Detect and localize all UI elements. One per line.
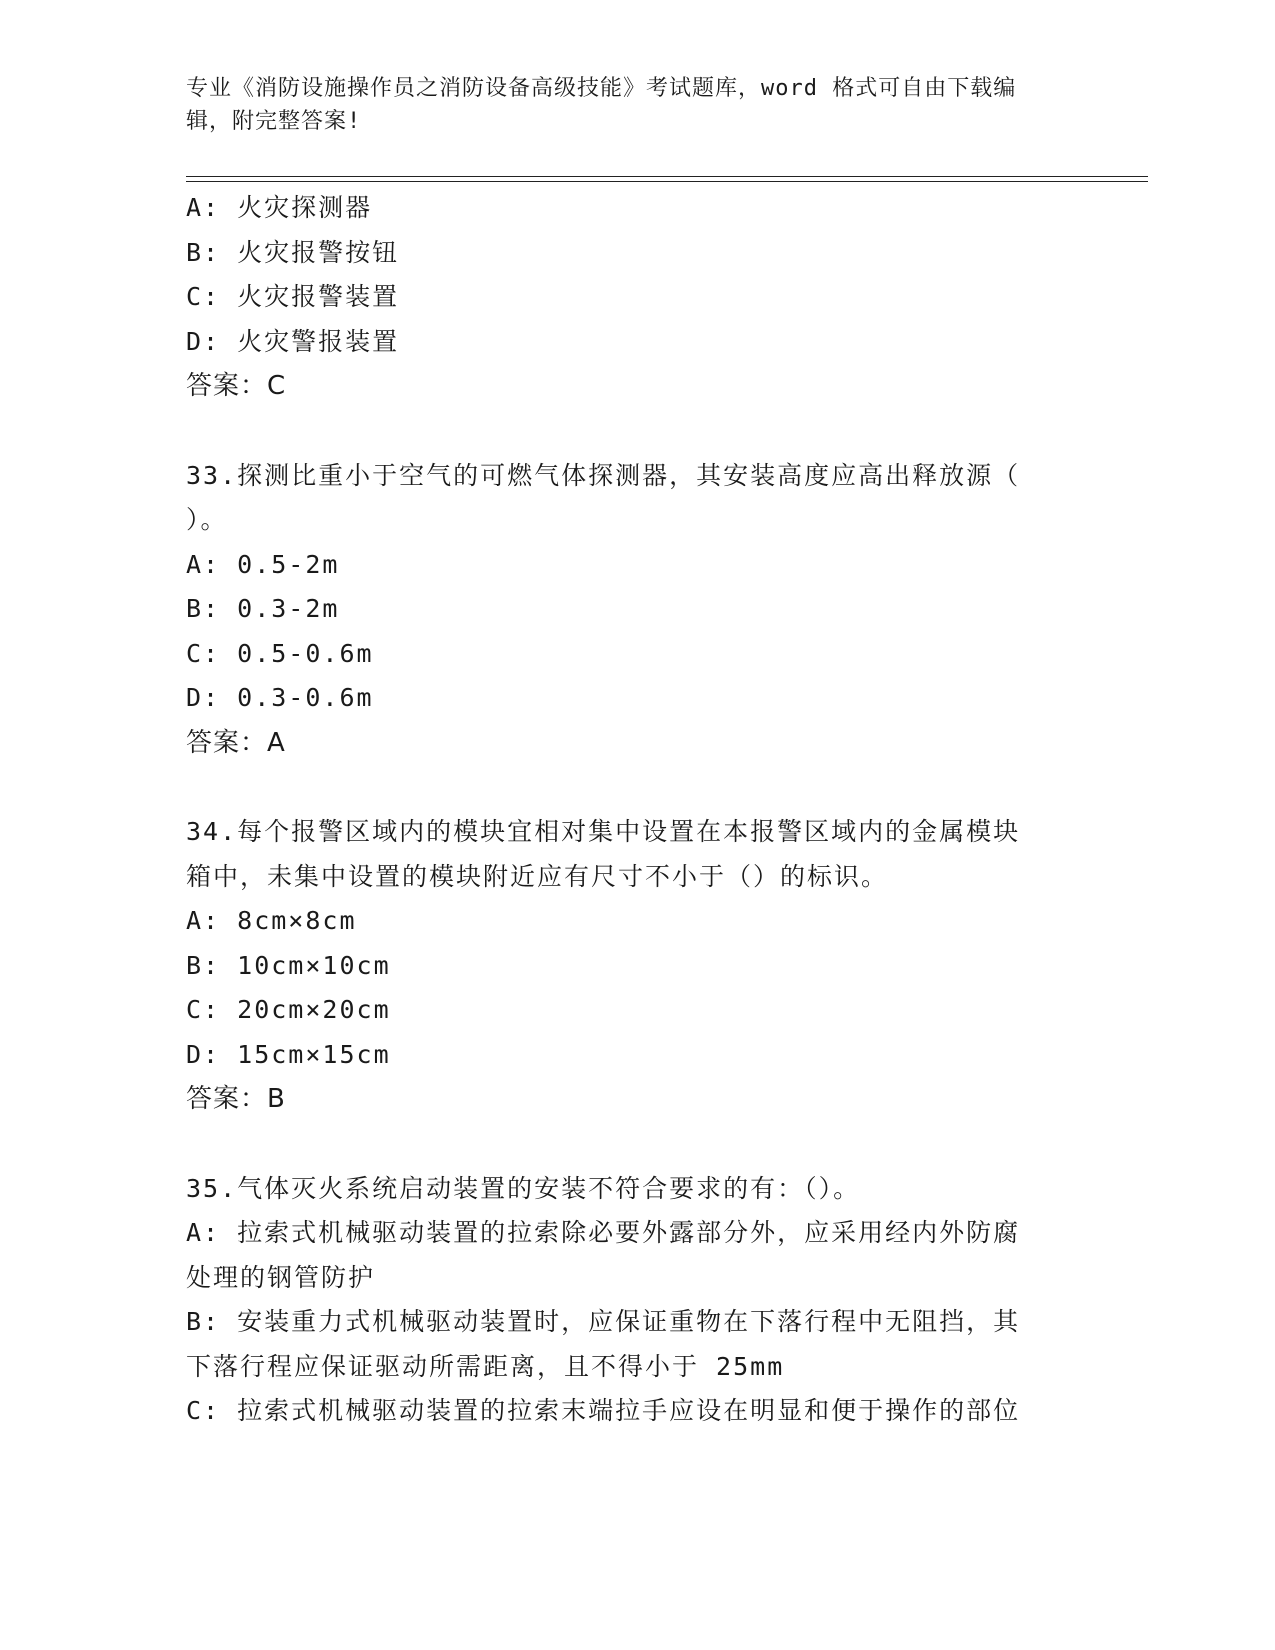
option-b: B: 0.3-2m — [186, 594, 340, 623]
question-stem-line-2: ）。 — [186, 505, 228, 534]
header-line-2: 辑，附完整答案! — [186, 109, 362, 134]
option-b-line-2: 下落行程应保证驱动所需距离，且不得小于 25mm — [186, 1352, 785, 1381]
answer: 答案：C — [186, 371, 287, 401]
option-c: C: 火灾报警装置 — [186, 282, 400, 311]
header-divider-top — [186, 176, 1148, 177]
answer: 答案：A — [186, 728, 286, 758]
option-c-line-1: C: 拉索式机械驱动装置的拉索末端拉手应设在明显和便于操作的部位 — [186, 1396, 1021, 1425]
option-b: B: 火灾报警按钮 — [186, 238, 400, 267]
question-stem-line-1: 33.探测比重小于空气的可燃气体探测器，其安装高度应高出释放源（ — [186, 461, 1021, 490]
option-a-line-2: 处理的钢管防护 — [186, 1263, 376, 1292]
option-b: B: 10cm×10cm — [186, 951, 391, 980]
option-a-line-1: A: 拉索式机械驱动装置的拉索除必要外露部分外，应采用经内外防腐 — [186, 1218, 1021, 1247]
question-stem-line-1: 35.气体灭火系统启动装置的安装不符合要求的有：（）。 — [186, 1174, 861, 1203]
option-c: C: 0.5-0.6m — [186, 639, 374, 668]
option-d: D: 15cm×15cm — [186, 1040, 391, 1069]
option-c: C: 20cm×20cm — [186, 995, 391, 1024]
option-a: A: 0.5-2m — [186, 550, 340, 579]
option-d: D: 0.3-0.6m — [186, 683, 374, 712]
option-d: D: 火灾警报装置 — [186, 327, 400, 356]
question-stem-line-1: 34.每个报警区域内的模块宜相对集中设置在本报警区域内的金属模块 — [186, 817, 1021, 846]
option-b-line-1: B: 安装重力式机械驱动装置时，应保证重物在下落行程中无阻挡，其 — [186, 1307, 1021, 1336]
option-a: A: 火灾探测器 — [186, 193, 373, 222]
header-line-1: 专业《消防设施操作员之消防设备高级技能》考试题库，word 格式可自由下载编 — [186, 76, 1017, 101]
document-header — [186, 72, 1066, 138]
option-a: A: 8cm×8cm — [186, 906, 357, 935]
answer: 答案：B — [186, 1084, 286, 1114]
question-stem-line-2: 箱中，未集中设置的模块附近应有尺寸不小于（）的标识。 — [186, 862, 889, 891]
header-divider-bottom — [186, 181, 1148, 182]
